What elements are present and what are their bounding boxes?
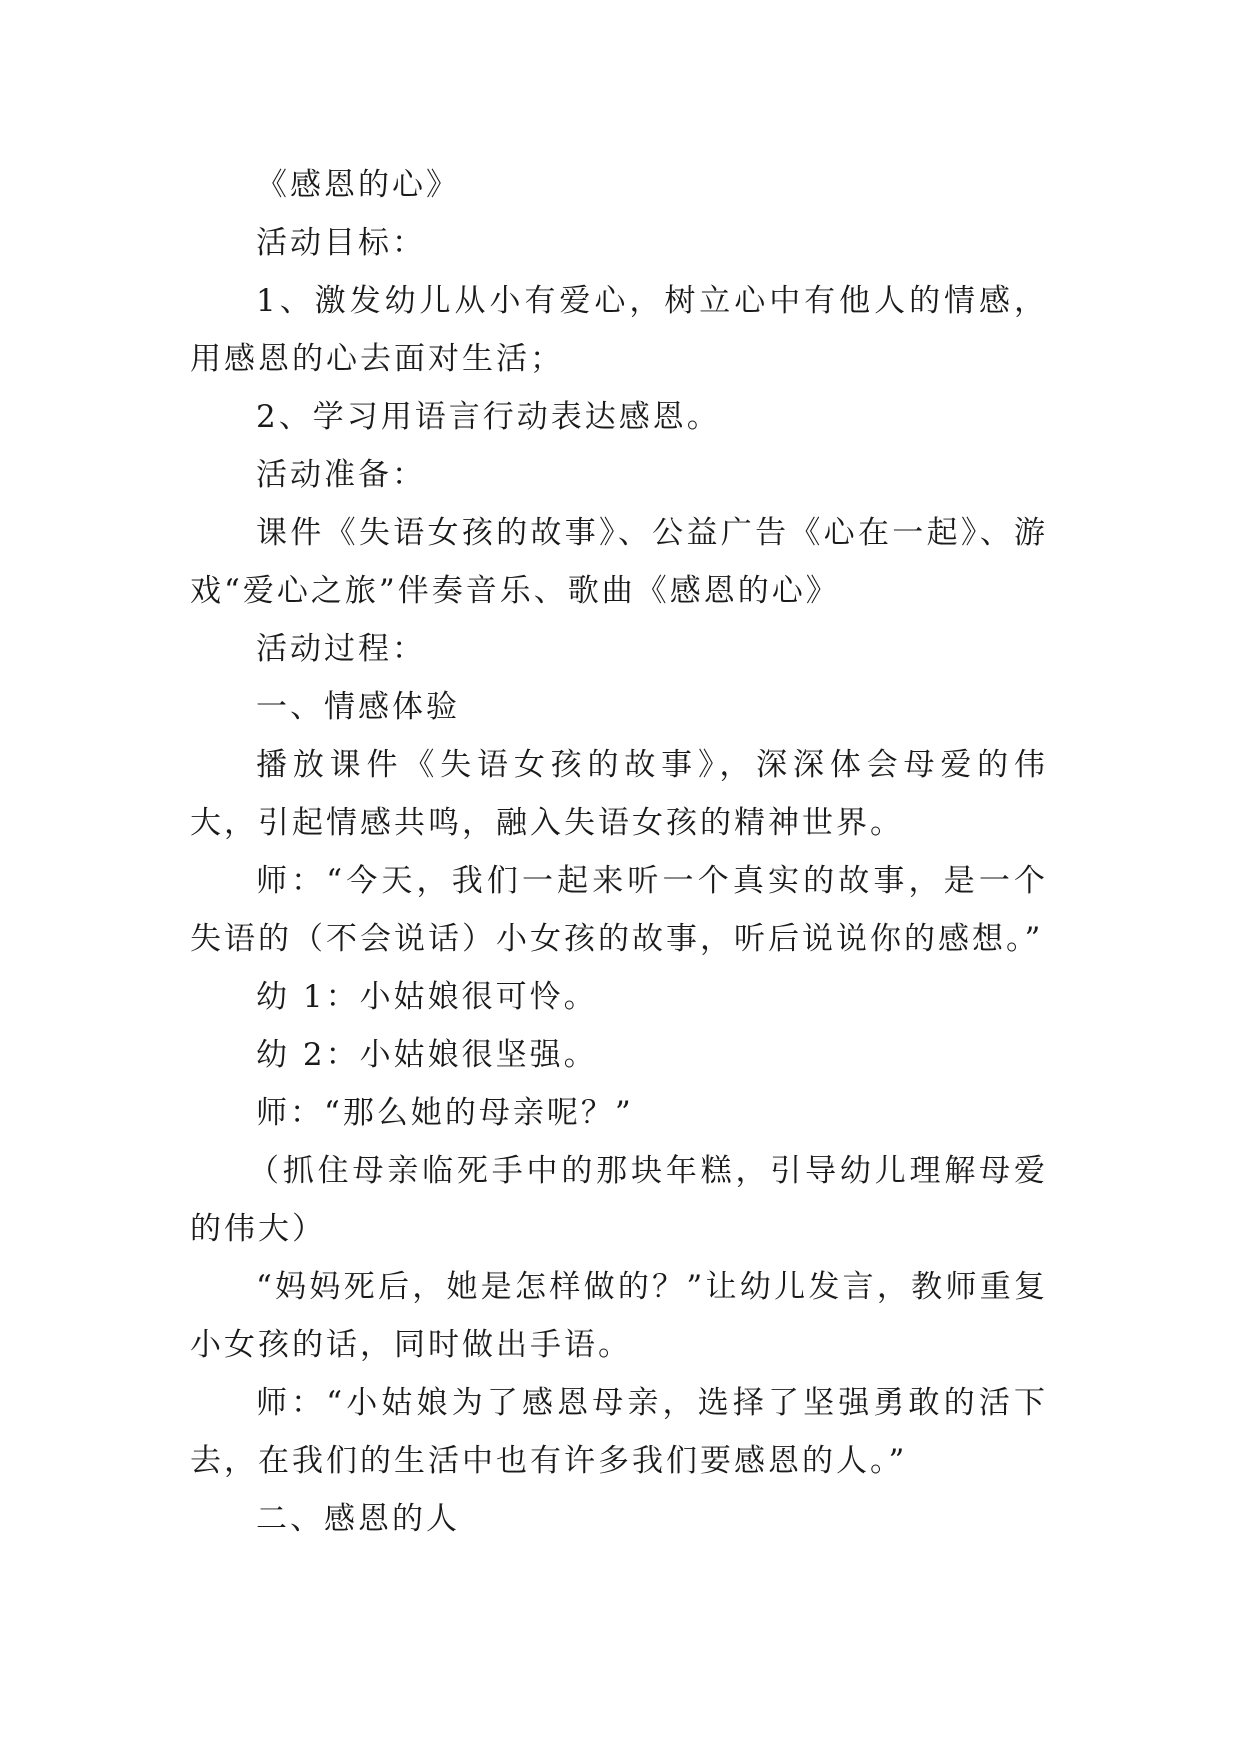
body-paragraph: 播放课件《失语女孩的故事》，深深体会母爱的伟大，引起情感共鸣，融入失语女孩的精神世界。 [190, 747, 1048, 841]
body-paragraph: “妈妈死后，她是怎样做的？”让幼儿发言，教师重复小女孩的话，同时做出手语。 [190, 1269, 1048, 1363]
teacher-note: （抓住母亲临死手中的那块年糕，引导幼儿理解母爱的伟大） [190, 1153, 1048, 1247]
section-heading-preparation: 活动准备： [256, 457, 426, 493]
document-title: 《感恩的心》 [256, 167, 460, 203]
section-heading-goals: 活动目标： [256, 225, 426, 261]
document-body [190, 156, 1048, 1548]
teacher-dialogue: 师：“那么她的母亲呢？” [256, 1095, 634, 1131]
teacher-dialogue: 师：“今天，我们一起来听一个真实的故事，是一个失语的（不会说话）小女孩的故事，听后说说你的感想。” [190, 863, 1048, 957]
child-response-2: 幼 2：小姑娘很坚强。 [256, 1037, 598, 1073]
goal-item-1: 1、激发幼儿从小有爱心，树立心中有他人的情感，用感恩的心去面对生活； [190, 283, 1048, 377]
preparation-text: 课件《失语女孩的故事》、公益广告《心在一起》、游戏“爱心之旅”伴奏音乐、歌曲《感恩的心》 [190, 515, 1048, 609]
section-heading-process: 活动过程： [256, 631, 426, 667]
teacher-dialogue: 师：“小姑娘为了感恩母亲，选择了坚强勇敢的活下去，在我们的生活中也有许多我们要感恩的人。” [190, 1385, 1048, 1479]
goal-item-2: 2、学习用语言行动表达感恩。 [256, 399, 721, 435]
subsection-heading-emotion: 一、情感体验 [256, 689, 460, 725]
subsection-heading-grateful-people: 二、感恩的人 [256, 1501, 460, 1537]
child-response-1: 幼 1：小姑娘很可怜。 [256, 979, 598, 1015]
